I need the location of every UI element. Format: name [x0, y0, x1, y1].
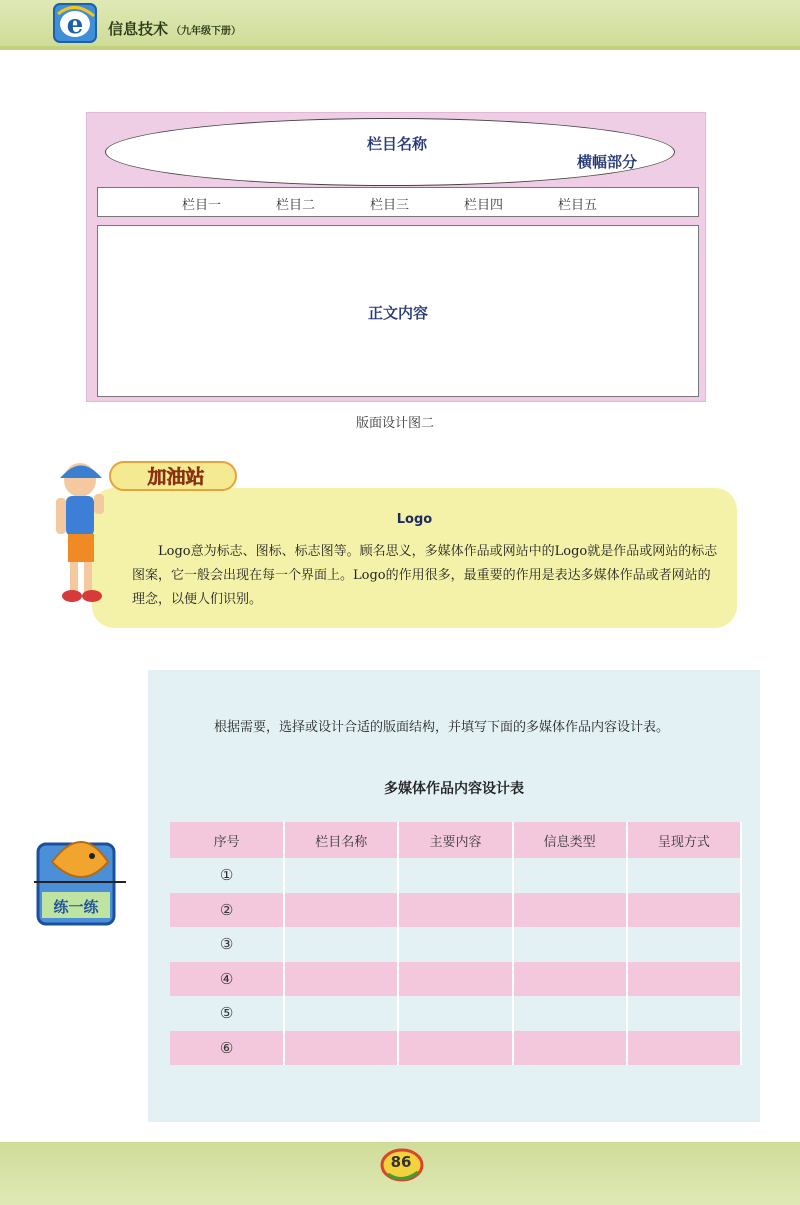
table-cell[interactable] [284, 858, 398, 893]
column-header-presentation: 呈现方式 [627, 822, 741, 858]
banner-part-label: 横幅部分 [577, 153, 638, 171]
table-cell[interactable] [398, 996, 512, 1031]
table-cell[interactable] [513, 962, 627, 997]
table-cell[interactable] [513, 1031, 627, 1066]
row-number: ② [170, 893, 284, 928]
nav-bar [97, 187, 699, 217]
layout-diagram [86, 112, 706, 402]
table-cell[interactable] [284, 1031, 398, 1066]
table-cell[interactable] [627, 927, 741, 962]
row-number: ⑤ [170, 996, 284, 1031]
column-header-main-content: 主要内容 [398, 822, 512, 858]
tip-badge [108, 458, 238, 492]
table-cell[interactable] [513, 893, 627, 928]
table-cell[interactable] [398, 927, 512, 962]
book-title [108, 18, 241, 39]
header-strip [0, 46, 800, 50]
table-cell[interactable] [627, 858, 741, 893]
table-row [170, 962, 741, 997]
table-row [170, 893, 741, 928]
table-cell[interactable] [513, 927, 627, 962]
practice-fish-icon [30, 822, 130, 930]
table-cell[interactable] [513, 858, 627, 893]
tip-badge-label: 加油站 [147, 466, 205, 488]
row-number: ③ [170, 927, 284, 962]
column-header-column-name: 栏目名称 [284, 822, 398, 858]
svg-text:e: e [66, 10, 84, 40]
table-cell[interactable] [398, 1031, 512, 1066]
nav-item-5: 栏目五 [558, 198, 598, 213]
table-cell[interactable] [398, 962, 512, 997]
table-cell[interactable] [284, 893, 398, 928]
book-title-text: 信息技术 [108, 20, 169, 38]
table-cell[interactable] [627, 962, 741, 997]
nav-item-2: 栏目二 [276, 198, 316, 213]
tip-box [92, 488, 737, 628]
row-number: ① [170, 858, 284, 893]
content-area [97, 225, 699, 397]
tip-title: Logo [396, 512, 433, 527]
book-subtitle: （九年级下册） [171, 26, 242, 37]
design-table [170, 822, 742, 1065]
nav-item-1: 栏目一 [182, 198, 222, 213]
tip-text: Logo意为标志、图标、标志图等。顾名思义，多媒体作品或网站中的Logo就是作品或网站的标志图案，它一般会出现在每一个界面上。Logo的作用很多，最重要的作用是表达多媒体作品或者网站的理念，以便人们识别。 [132, 544, 718, 607]
practice-instruction: 根据需要，选择或设计合适的版面结构，并填写下面的多媒体作品内容设计表。 [214, 720, 670, 735]
table-row [170, 996, 741, 1031]
table-header-row [170, 822, 741, 858]
table-cell[interactable] [513, 996, 627, 1031]
nav-item-3: 栏目三 [370, 198, 410, 213]
table-cell[interactable] [284, 996, 398, 1031]
page-number: 86 [390, 1153, 412, 1171]
table-cell[interactable] [284, 962, 398, 997]
practice-badge-label: 练一练 [53, 898, 99, 916]
cartoon-boy-icon [50, 458, 112, 608]
content-label: 正文内容 [367, 304, 428, 322]
nav-item-4: 栏目四 [464, 198, 504, 213]
row-number: ⑥ [170, 1031, 284, 1066]
book-e-logo-icon [52, 2, 98, 44]
table-cell[interactable] [284, 927, 398, 962]
table-row [170, 1031, 741, 1066]
table-cell[interactable] [398, 858, 512, 893]
table-cell[interactable] [627, 996, 741, 1031]
table-row [170, 858, 741, 893]
table-row [170, 927, 741, 962]
row-number: ④ [170, 962, 284, 997]
column-header-info-type: 信息类型 [513, 822, 627, 858]
table-cell[interactable] [627, 1031, 741, 1066]
table-cell[interactable] [398, 893, 512, 928]
diagram-caption: 版面设计图二 [355, 416, 434, 431]
banner-column-name: 栏目名称 [366, 135, 427, 153]
table-title: 多媒体作品内容设计表 [384, 781, 524, 797]
column-header-number: 序号 [170, 822, 284, 858]
table-cell[interactable] [627, 893, 741, 928]
